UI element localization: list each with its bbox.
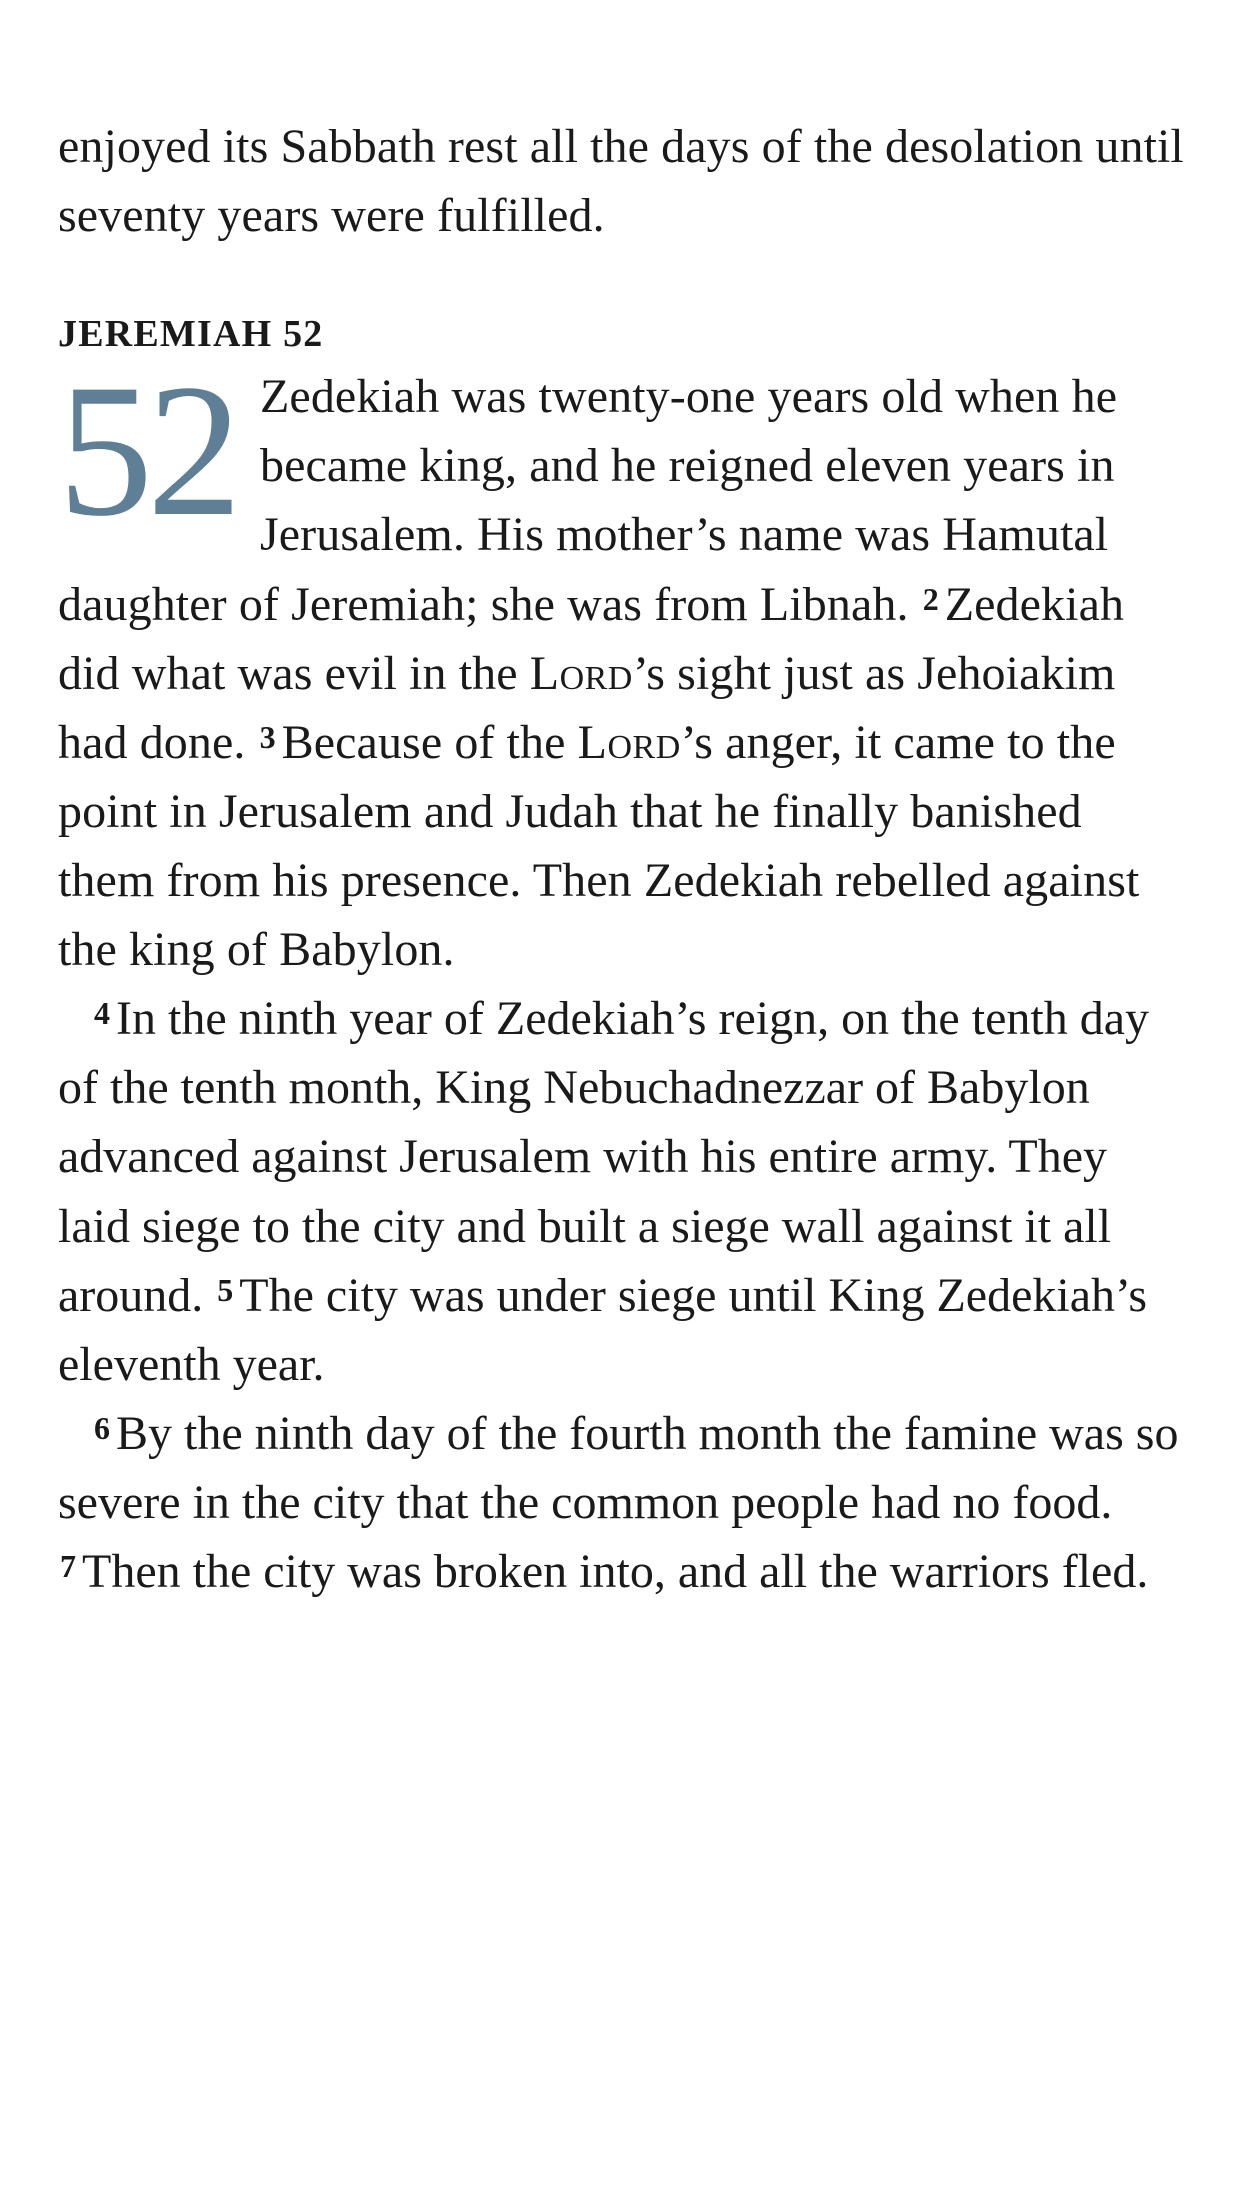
chapter-body: [58, 346, 1184, 1606]
verse-number: 3: [259, 718, 276, 755]
verse-number: 5: [217, 1271, 234, 1308]
verse-text: Because of the: [281, 715, 578, 769]
verse-text: The city was under siege until King Zedekiah’s eleventh year.: [58, 1268, 1148, 1391]
carryover-paragraph: enjoyed its Sabbath rest all the days of the desolation until seventy years were fulfilled.: [58, 120, 1184, 243]
chapter-dropcap: 52: [58, 346, 236, 557]
verse-text: By the ninth day of the fourth month the famine was so severe in the city that the common people had no food.: [58, 1406, 1179, 1529]
verse-number: 7: [60, 1548, 76, 1585]
verse-paragraph-3: [58, 1399, 1184, 1606]
divine-name: Lord: [529, 646, 633, 700]
verse-text: Zedekiah was twenty-one years old when he became king, and he reigned eleven years in Jerusalem. His mother’s name was Hamutal daughter of Jeremiah; she was from Libnah.: [58, 370, 1118, 631]
verse-text: Then the city was broken into, and all the warriors fled.: [82, 1545, 1149, 1599]
verse-text: ’s anger, it came to the point in Jerusalem and Judah that he finally banished them from his presence. Then Zedekiah rebelled against the king of Babylon.: [58, 715, 1140, 977]
verse-number: 6: [94, 1409, 110, 1446]
chapter-heading: JEREMIAH 52: [58, 313, 324, 356]
verse-text: In the ninth year of Zedekiah’s reign, on the tenth day of the tenth month, King Nebuchadnezzar of Babylon advanced against Jerusalem with his entire army. They laid siege to the city and built a siege wall against it all around.: [58, 992, 1150, 1322]
verse-paragraph-2: [58, 984, 1184, 1399]
divine-name: Lord: [577, 715, 681, 769]
verse-text: ’s sight just as Jehoiakim had done.: [58, 646, 1116, 769]
verse-number: 2: [922, 580, 939, 617]
verse-text: Zedekiah did what was evil in the: [58, 577, 1125, 700]
verse-number: 4: [94, 995, 110, 1032]
